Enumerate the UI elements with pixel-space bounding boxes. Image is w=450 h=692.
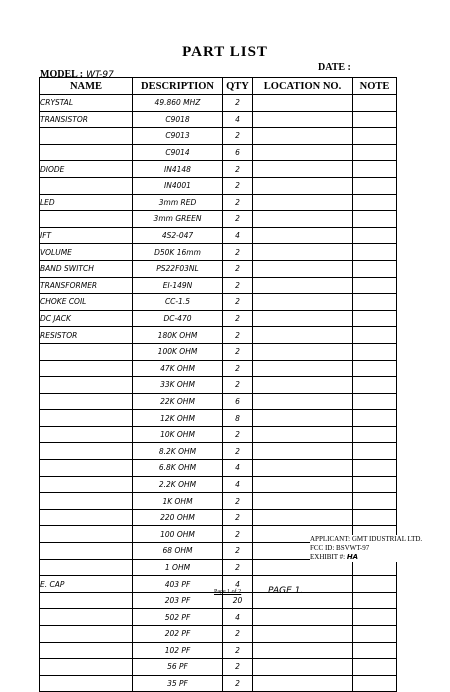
table-row bbox=[40, 659, 397, 676]
table-row bbox=[40, 95, 397, 112]
location-cell bbox=[253, 642, 353, 659]
description-cell: 4S2-047 bbox=[133, 227, 223, 244]
description-cell: 22K OHM bbox=[133, 393, 223, 410]
qty-cell: 6 bbox=[223, 393, 253, 410]
table-row bbox=[40, 327, 397, 344]
qty-cell: 2 bbox=[223, 95, 253, 112]
exhibit-line bbox=[310, 553, 422, 562]
name-cell bbox=[40, 543, 133, 560]
note-cell bbox=[353, 443, 397, 460]
location-cell bbox=[253, 443, 353, 460]
name-cell bbox=[40, 460, 133, 477]
location-cell bbox=[253, 227, 353, 244]
table-row bbox=[40, 111, 397, 128]
name-cell: RESISTOR bbox=[40, 327, 133, 344]
note-cell bbox=[353, 144, 397, 161]
note-cell bbox=[353, 227, 397, 244]
qty-cell: 2 bbox=[223, 377, 253, 394]
description-cell: 35 PF bbox=[133, 675, 223, 692]
location-cell bbox=[253, 161, 353, 178]
qty-cell: 2 bbox=[223, 675, 253, 692]
location-cell bbox=[253, 211, 353, 228]
name-cell bbox=[40, 343, 133, 360]
date-label: DATE : bbox=[318, 62, 351, 73]
qty-cell: 2 bbox=[223, 642, 253, 659]
table-row bbox=[40, 194, 397, 211]
table-body bbox=[40, 95, 397, 692]
description-cell: C9018 bbox=[133, 111, 223, 128]
location-cell bbox=[253, 377, 353, 394]
note-cell bbox=[353, 128, 397, 145]
name-cell bbox=[40, 493, 133, 510]
note-cell bbox=[353, 277, 397, 294]
name-cell: IFT bbox=[40, 227, 133, 244]
note-cell bbox=[353, 310, 397, 327]
name-cell bbox=[40, 526, 133, 543]
applicant-line: APPLICANT: GMT IDUSTRIAL LTD. bbox=[310, 535, 423, 543]
description-cell: 1K OHM bbox=[133, 493, 223, 510]
description-cell: C9013 bbox=[133, 128, 223, 145]
table-row bbox=[40, 609, 397, 626]
location-cell bbox=[253, 310, 353, 327]
description-cell: EI-149N bbox=[133, 277, 223, 294]
qty-cell: 2 bbox=[223, 426, 253, 443]
qty-cell: 2 bbox=[223, 327, 253, 344]
table-row bbox=[40, 260, 397, 277]
note-cell bbox=[353, 410, 397, 427]
note-cell bbox=[353, 426, 397, 443]
location-cell bbox=[253, 111, 353, 128]
table-row bbox=[40, 443, 397, 460]
name-cell: TRANSFORMER bbox=[40, 277, 133, 294]
qty-cell: 2 bbox=[223, 260, 253, 277]
location-cell bbox=[253, 244, 353, 261]
model-value: WT-97 bbox=[86, 70, 114, 80]
qty-cell: 2 bbox=[223, 626, 253, 643]
note-cell bbox=[353, 211, 397, 228]
name-cell: DIODE bbox=[40, 161, 133, 178]
note-cell bbox=[353, 161, 397, 178]
qty-cell: 4 bbox=[223, 609, 253, 626]
description-cell: 102 PF bbox=[133, 642, 223, 659]
name-cell bbox=[40, 177, 133, 194]
table-row bbox=[40, 211, 397, 228]
location-cell bbox=[253, 360, 353, 377]
name-cell bbox=[40, 509, 133, 526]
location-cell bbox=[253, 609, 353, 626]
description-cell: 56 PF bbox=[133, 659, 223, 676]
table-row bbox=[40, 493, 397, 510]
qty-cell: 2 bbox=[223, 659, 253, 676]
description-cell: IN4148 bbox=[133, 161, 223, 178]
note-cell bbox=[353, 493, 397, 510]
exhibit-label: EXHIBIT #: bbox=[310, 553, 346, 561]
table-row bbox=[40, 128, 397, 145]
note-cell bbox=[353, 360, 397, 377]
name-cell bbox=[40, 144, 133, 161]
table-row bbox=[40, 343, 397, 360]
table-row bbox=[40, 360, 397, 377]
description-cell: 220 OHM bbox=[133, 509, 223, 526]
description-cell: 100 OHM bbox=[133, 526, 223, 543]
column-header-description: DESCRIPTION bbox=[133, 78, 223, 95]
qty-cell: 2 bbox=[223, 177, 253, 194]
qty-cell: 8 bbox=[223, 410, 253, 427]
location-cell bbox=[253, 393, 353, 410]
note-cell bbox=[353, 626, 397, 643]
qty-cell: 4 bbox=[223, 576, 253, 593]
location-cell bbox=[253, 493, 353, 510]
column-header-location: LOCATION NO. bbox=[253, 78, 353, 95]
table-row bbox=[40, 426, 397, 443]
location-cell bbox=[253, 95, 353, 112]
description-cell: 47K OHM bbox=[133, 360, 223, 377]
location-cell bbox=[253, 144, 353, 161]
table-row bbox=[40, 294, 397, 311]
name-cell bbox=[40, 426, 133, 443]
note-cell bbox=[353, 244, 397, 261]
qty-cell: 2 bbox=[223, 211, 253, 228]
name-cell bbox=[40, 659, 133, 676]
name-cell bbox=[40, 393, 133, 410]
table-row bbox=[40, 509, 397, 526]
note-cell bbox=[353, 509, 397, 526]
note-cell bbox=[353, 609, 397, 626]
note-cell bbox=[353, 294, 397, 311]
location-cell bbox=[253, 410, 353, 427]
description-cell: 8.2K OHM bbox=[133, 443, 223, 460]
table-row bbox=[40, 377, 397, 394]
qty-cell: 2 bbox=[223, 443, 253, 460]
name-cell: CHOKE COIL bbox=[40, 294, 133, 311]
qty-cell: 2 bbox=[223, 194, 253, 211]
description-cell: DC-470 bbox=[133, 310, 223, 327]
fcc-id-line: FCC ID: BSVWT-97 bbox=[310, 544, 370, 552]
qty-cell: 2 bbox=[223, 360, 253, 377]
location-cell bbox=[253, 476, 353, 493]
qty-cell: 20 bbox=[223, 592, 253, 609]
name-cell bbox=[40, 443, 133, 460]
column-header-qty: QTY bbox=[223, 78, 253, 95]
location-cell bbox=[253, 343, 353, 360]
name-cell: LED bbox=[40, 194, 133, 211]
qty-cell: 6 bbox=[223, 144, 253, 161]
name-cell bbox=[40, 626, 133, 643]
description-cell: 202 PF bbox=[133, 626, 223, 643]
table-row bbox=[40, 460, 397, 477]
location-cell bbox=[253, 460, 353, 477]
description-cell: 3mm GREEN bbox=[133, 211, 223, 228]
page-number: Page 1 of 2 bbox=[214, 589, 242, 595]
qty-cell: 2 bbox=[223, 277, 253, 294]
description-cell: 68 OHM bbox=[133, 543, 223, 560]
table-row bbox=[40, 410, 397, 427]
qty-cell: 2 bbox=[223, 310, 253, 327]
note-cell bbox=[353, 343, 397, 360]
qty-cell: 2 bbox=[223, 526, 253, 543]
note-cell bbox=[353, 377, 397, 394]
note-cell bbox=[353, 111, 397, 128]
name-cell: DC JACK bbox=[40, 310, 133, 327]
table-row bbox=[40, 675, 397, 692]
name-cell bbox=[40, 360, 133, 377]
table-row bbox=[40, 244, 397, 261]
page-title: PART LIST bbox=[182, 44, 268, 60]
note-cell bbox=[353, 460, 397, 477]
table-header-row bbox=[40, 78, 397, 95]
qty-cell: 4 bbox=[223, 227, 253, 244]
name-cell bbox=[40, 675, 133, 692]
note-cell bbox=[353, 592, 397, 609]
page-handwritten: PAGE 1. bbox=[268, 586, 304, 596]
name-cell: E. CAP bbox=[40, 576, 133, 593]
note-cell bbox=[353, 659, 397, 676]
qty-cell: 2 bbox=[223, 244, 253, 261]
location-cell bbox=[253, 194, 353, 211]
qty-cell: 2 bbox=[223, 128, 253, 145]
qty-cell: 4 bbox=[223, 460, 253, 477]
location-cell bbox=[253, 177, 353, 194]
location-cell bbox=[253, 277, 353, 294]
description-cell: 12K OHM bbox=[133, 410, 223, 427]
qty-cell: 2 bbox=[223, 493, 253, 510]
description-cell: 100K OHM bbox=[133, 343, 223, 360]
location-cell bbox=[253, 675, 353, 692]
description-cell: 1 OHM bbox=[133, 559, 223, 576]
name-cell: BAND SWITCH bbox=[40, 260, 133, 277]
name-cell: TRANSISTOR bbox=[40, 111, 133, 128]
name-cell: CRYSTAL bbox=[40, 95, 133, 112]
qty-cell: 2 bbox=[223, 543, 253, 560]
table-row bbox=[40, 642, 397, 659]
note-cell bbox=[353, 393, 397, 410]
description-cell: 2.2K OHM bbox=[133, 476, 223, 493]
description-cell: 6.8K OHM bbox=[133, 460, 223, 477]
description-cell: 502 PF bbox=[133, 609, 223, 626]
column-header-name: NAME bbox=[40, 78, 133, 95]
table-row bbox=[40, 227, 397, 244]
location-cell bbox=[253, 426, 353, 443]
table-row bbox=[40, 393, 397, 410]
table-row bbox=[40, 177, 397, 194]
note-cell bbox=[353, 675, 397, 692]
qty-cell: 2 bbox=[223, 161, 253, 178]
description-cell: PS22F03NL bbox=[133, 260, 223, 277]
location-cell bbox=[253, 509, 353, 526]
description-cell: 49.860 MHZ bbox=[133, 95, 223, 112]
applicant-block bbox=[310, 535, 422, 562]
name-cell bbox=[40, 128, 133, 145]
description-cell: 180K OHM bbox=[133, 327, 223, 344]
qty-cell: 2 bbox=[223, 343, 253, 360]
name-cell: VOLUME bbox=[40, 244, 133, 261]
exhibit-value: HA bbox=[346, 553, 359, 561]
table-row bbox=[40, 310, 397, 327]
note-cell bbox=[353, 177, 397, 194]
name-cell bbox=[40, 377, 133, 394]
note-cell bbox=[353, 260, 397, 277]
table-row bbox=[40, 161, 397, 178]
qty-cell: 4 bbox=[223, 111, 253, 128]
model-label: MODEL : bbox=[40, 69, 84, 80]
column-header-note: NOTE bbox=[353, 78, 397, 95]
location-cell bbox=[253, 128, 353, 145]
qty-cell: 4 bbox=[223, 476, 253, 493]
note-cell bbox=[353, 576, 397, 593]
name-cell bbox=[40, 410, 133, 427]
name-cell bbox=[40, 642, 133, 659]
qty-cell: 2 bbox=[223, 559, 253, 576]
note-cell bbox=[353, 194, 397, 211]
description-cell: 3mm RED bbox=[133, 194, 223, 211]
name-cell bbox=[40, 211, 133, 228]
description-cell: CC-1.5 bbox=[133, 294, 223, 311]
description-cell: 403 PF bbox=[133, 576, 223, 593]
qty-cell: 2 bbox=[223, 509, 253, 526]
name-cell bbox=[40, 559, 133, 576]
name-cell bbox=[40, 476, 133, 493]
description-cell: D50K 16mm bbox=[133, 244, 223, 261]
note-cell bbox=[353, 642, 397, 659]
table-row bbox=[40, 476, 397, 493]
table-row bbox=[40, 277, 397, 294]
note-cell bbox=[353, 476, 397, 493]
description-cell: 10K OHM bbox=[133, 426, 223, 443]
description-cell: 33K OHM bbox=[133, 377, 223, 394]
location-cell bbox=[253, 260, 353, 277]
table-row bbox=[40, 144, 397, 161]
description-cell: 203 PF bbox=[133, 592, 223, 609]
location-cell bbox=[253, 327, 353, 344]
location-cell bbox=[253, 626, 353, 643]
note-cell bbox=[353, 95, 397, 112]
qty-cell: 2 bbox=[223, 294, 253, 311]
description-cell: IN4001 bbox=[133, 177, 223, 194]
location-cell bbox=[253, 294, 353, 311]
description-cell: C9014 bbox=[133, 144, 223, 161]
location-cell bbox=[253, 659, 353, 676]
name-cell bbox=[40, 592, 133, 609]
name-cell bbox=[40, 609, 133, 626]
note-cell bbox=[353, 327, 397, 344]
table-row bbox=[40, 626, 397, 643]
